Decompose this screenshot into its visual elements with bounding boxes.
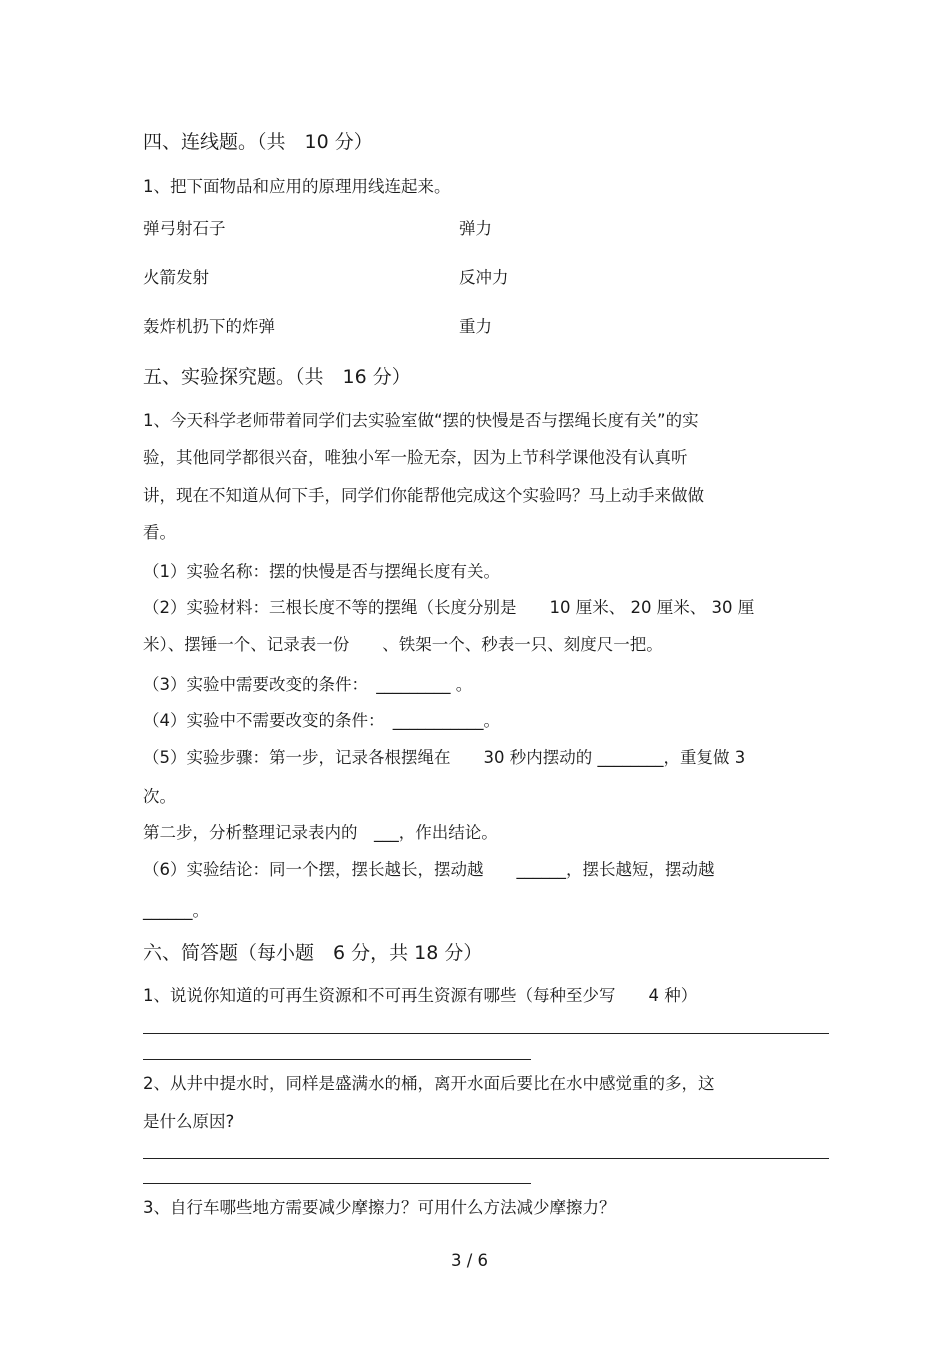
answer-line <box>143 1033 829 1034</box>
match-left-3: 轰炸机扔下的炸弹 <box>143 317 275 336</box>
changed-condition: （3）实验中需要改变的条件： _________ 。 <box>143 675 473 694</box>
experiment-steps-2: 次。 <box>143 787 176 806</box>
section6-question-2-line1: 2、从井中提水时，同样是盛满水的桶，离开水面后要比在水中感觉重的多，这 <box>143 1074 715 1093</box>
experiment-conclusion-2: ______。 <box>143 901 209 920</box>
page-number: 3 / 6 <box>451 1251 489 1270</box>
answer-line <box>143 1183 531 1184</box>
match-right-3: 重力 <box>459 317 492 336</box>
experiment-name: （1）实验名称：摆的快慢是否与摆绳长度有关。 <box>143 562 500 581</box>
match-right-1: 弹力 <box>459 219 492 238</box>
section6-title: 六、简答题（每小题 6 分，共 18 分） <box>143 942 483 964</box>
section5-q1-line4: 看。 <box>143 523 176 542</box>
experiment-steps-1: （5）实验步骤：第一步，记录各根摆绳在 30 秒内摆动的 ________，重复做 3 <box>143 748 746 767</box>
match-right-2: 反冲力 <box>459 268 509 287</box>
section6-question-2-line2: 是什么原因? <box>143 1112 235 1131</box>
section6-question-1: 1、说说你知道的可再生资源和不可再生资源有哪些（每种至少写 4 种） <box>143 986 698 1005</box>
match-left-1: 弹弓射石子 <box>143 219 226 238</box>
unchanged-condition: （4）实验中不需要改变的条件： ___________。 <box>143 711 500 730</box>
experiment-materials-1: （2）实验材料：三根长度不等的摆绳（长度分别是 10 厘米、 20 厘米、 30 厘 <box>143 598 755 617</box>
experiment-conclusion-1: （6）实验结论：同一个摆，摆长越长，摆动越 ______，摆长越短，摆动越 <box>143 860 715 879</box>
answer-line <box>143 1158 829 1159</box>
section6-question-3: 3、自行车哪些地方需要减少摩擦力？可用什么方法减少摩擦力？ <box>143 1198 616 1217</box>
match-left-2: 火箭发射 <box>143 268 209 287</box>
section5-q1-line3: 讲，现在不知道从何下手，同学们你能帮他完成这个实验吗？马上动手来做做 <box>143 486 704 505</box>
experiment-steps-3: 第二步，分析整理记录表内的 ___，作出结论。 <box>143 823 498 842</box>
section5-q1-line2: 验，其他同学都很兴奋，唯独小军一脸无奈，因为上节科学课他没有认真听 <box>143 448 688 467</box>
answer-line <box>143 1059 531 1060</box>
section4-title: 四、连线题。（共 10 分） <box>143 131 373 153</box>
experiment-materials-2: 米）、摆锤一个、记录表一份 、铁架一个、秒表一只、刻度尺一把。 <box>143 635 663 654</box>
section5-q1-line1: 1、今天科学老师带着同学们去实验室做“摆的快慢是否与摆绳长度有关”的实 <box>143 411 699 430</box>
section4-question-1: 1、把下面物品和应用的原理用线连起来。 <box>143 177 451 196</box>
section5-title: 五、实验探究题。（共 16 分） <box>143 366 411 388</box>
